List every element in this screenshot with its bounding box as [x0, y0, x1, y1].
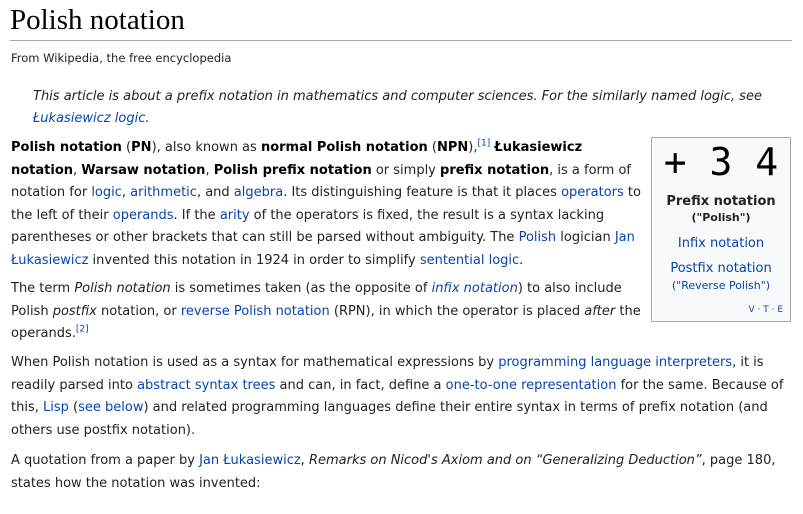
link-one-to-one-representation[interactable]: one-to-one representation [445, 377, 617, 393]
text: , [73, 162, 82, 178]
text: invented this notation in 1924 in order to simplify [88, 252, 420, 268]
paper-title: Remarks on Nicod's Axiom and on “Generalizing Deduction” [308, 453, 702, 468]
text: ) and related programming languages define their entire syntax in terms of prefix notation (and others use postfix notation). [11, 400, 768, 438]
link-arithmetic[interactable]: arithmetic [130, 185, 197, 201]
talk-link[interactable]: T [763, 305, 769, 315]
text: ( [68, 400, 79, 416]
emphasis: Polish notation [74, 281, 171, 296]
link-algebra[interactable]: algebra [233, 185, 284, 201]
text: notation, or [96, 303, 181, 319]
page-title: Polish notation [10, 2, 792, 41]
hatnote [33, 86, 773, 130]
text: of the operators is fixed, the result is a syntax lacking parentheses or other brackets that can still be parsed without ambiguity. The [11, 207, 605, 246]
text: . If the [173, 207, 220, 223]
link-jan-lukasiewicz[interactable]: Jan Łukasiewicz [11, 230, 635, 268]
text: , is a form of notation for [11, 162, 631, 201]
text: , and [196, 185, 234, 201]
text: and can, in fact, define a [275, 377, 446, 393]
paragraph-syntax [11, 352, 795, 442]
reference-1[interactable]: [1] [477, 138, 491, 149]
link-programming-language-interpreters[interactable]: programming language interpreters [498, 355, 733, 370]
text: for the same. Because of this, [11, 377, 784, 416]
link-infix-notation[interactable] [432, 281, 518, 296]
navbox-title: Prefix notation [666, 194, 776, 209]
navbox-symbol: + 3 4 [663, 140, 779, 184]
text: . [519, 252, 524, 268]
navbox-link-postfix[interactable]: Postfix notation [670, 261, 772, 276]
text: to the left of their [11, 185, 641, 223]
link-reverse-polish-notation[interactable]: reverse Polish notation [180, 303, 330, 319]
emphasis: postfix [52, 303, 97, 319]
term-polish-prefix: Polish prefix notation [213, 162, 372, 178]
hatnote-text: This article is about a prefix notation in mathematics and computer sciences. For the similarly named logic, see [33, 89, 762, 104]
edit-link[interactable]: E [777, 305, 783, 315]
paragraph-quotation [11, 450, 795, 495]
text: ), [468, 140, 478, 155]
separator: · [768, 305, 778, 315]
navbox-subtitle: ("Polish") [691, 211, 751, 224]
text: ) to also include Polish [11, 281, 622, 319]
text: ( [121, 140, 132, 155]
text: A quotation from a paper by [11, 453, 200, 468]
text: or simply [371, 162, 441, 178]
link-logic[interactable]: logic [91, 185, 122, 201]
term-prefix-notation: prefix notation [440, 162, 550, 178]
paragraph-term [11, 278, 641, 346]
text: , [300, 453, 309, 468]
text: ), also known as [151, 140, 261, 155]
text: When Polish notation is used as a syntax for mathematical expressions by [11, 355, 499, 370]
link-see-below[interactable]: see below [78, 400, 144, 416]
text: is sometimes taken (as the opposite of [170, 281, 432, 296]
text: logician [556, 230, 615, 246]
paragraph-intro [11, 137, 641, 273]
link-operators[interactable]: operators [561, 185, 624, 201]
link-sentential-logic[interactable]: sentential logic [419, 252, 520, 268]
text: (RPN), in which the operator is placed [329, 303, 585, 319]
link-operands[interactable]: operands [112, 207, 174, 223]
notation-navbox [651, 137, 791, 322]
text: The term [11, 281, 75, 296]
link-jan-lukasiewicz-2[interactable]: Jan Łukasiewicz [199, 453, 301, 468]
term-lukasiewicz-notation: Łukasiewicz notation [11, 140, 583, 178]
emphasis: after [584, 303, 616, 319]
view-link[interactable]: V [748, 305, 755, 315]
link-lukasiewicz-logic[interactable]: Łukasiewicz logic [33, 111, 146, 126]
hatnote-end: . [145, 111, 150, 126]
link-polish[interactable]: Polish [518, 230, 557, 246]
link-lisp[interactable]: Lisp [43, 400, 69, 416]
text: the operands. [11, 303, 641, 342]
navbox-link-infix[interactable]: Infix notation [677, 236, 765, 251]
link-infix-text: infix notation [431, 281, 518, 296]
navbox-link-reverse-polish[interactable]: ("Reverse Polish") [671, 279, 771, 292]
term-pn-abbr: PN [131, 140, 152, 155]
text: , [205, 162, 214, 178]
term-pn: Polish notation [11, 140, 122, 155]
term-npn: normal Polish notation [260, 140, 428, 155]
separator: · [754, 305, 764, 315]
term-warsaw-notation: Warsaw notation [81, 162, 206, 178]
term-npn-abbr: NPN [436, 140, 469, 155]
text: , [121, 185, 131, 201]
link-arity[interactable]: arity [219, 207, 250, 223]
text: . Its distinguishing feature is that it places [283, 185, 562, 201]
navbox-vte [748, 305, 783, 315]
site-tagline: From Wikipedia, the free encyclopedia [11, 51, 232, 65]
reference-2[interactable]: [2] [75, 324, 89, 335]
link-abstract-syntax-trees[interactable]: abstract syntax trees [137, 377, 276, 393]
text: ( [427, 140, 437, 155]
text: , page 180, states how the notation was invented: [11, 453, 776, 491]
text: , it is readily parsed into [11, 355, 764, 393]
